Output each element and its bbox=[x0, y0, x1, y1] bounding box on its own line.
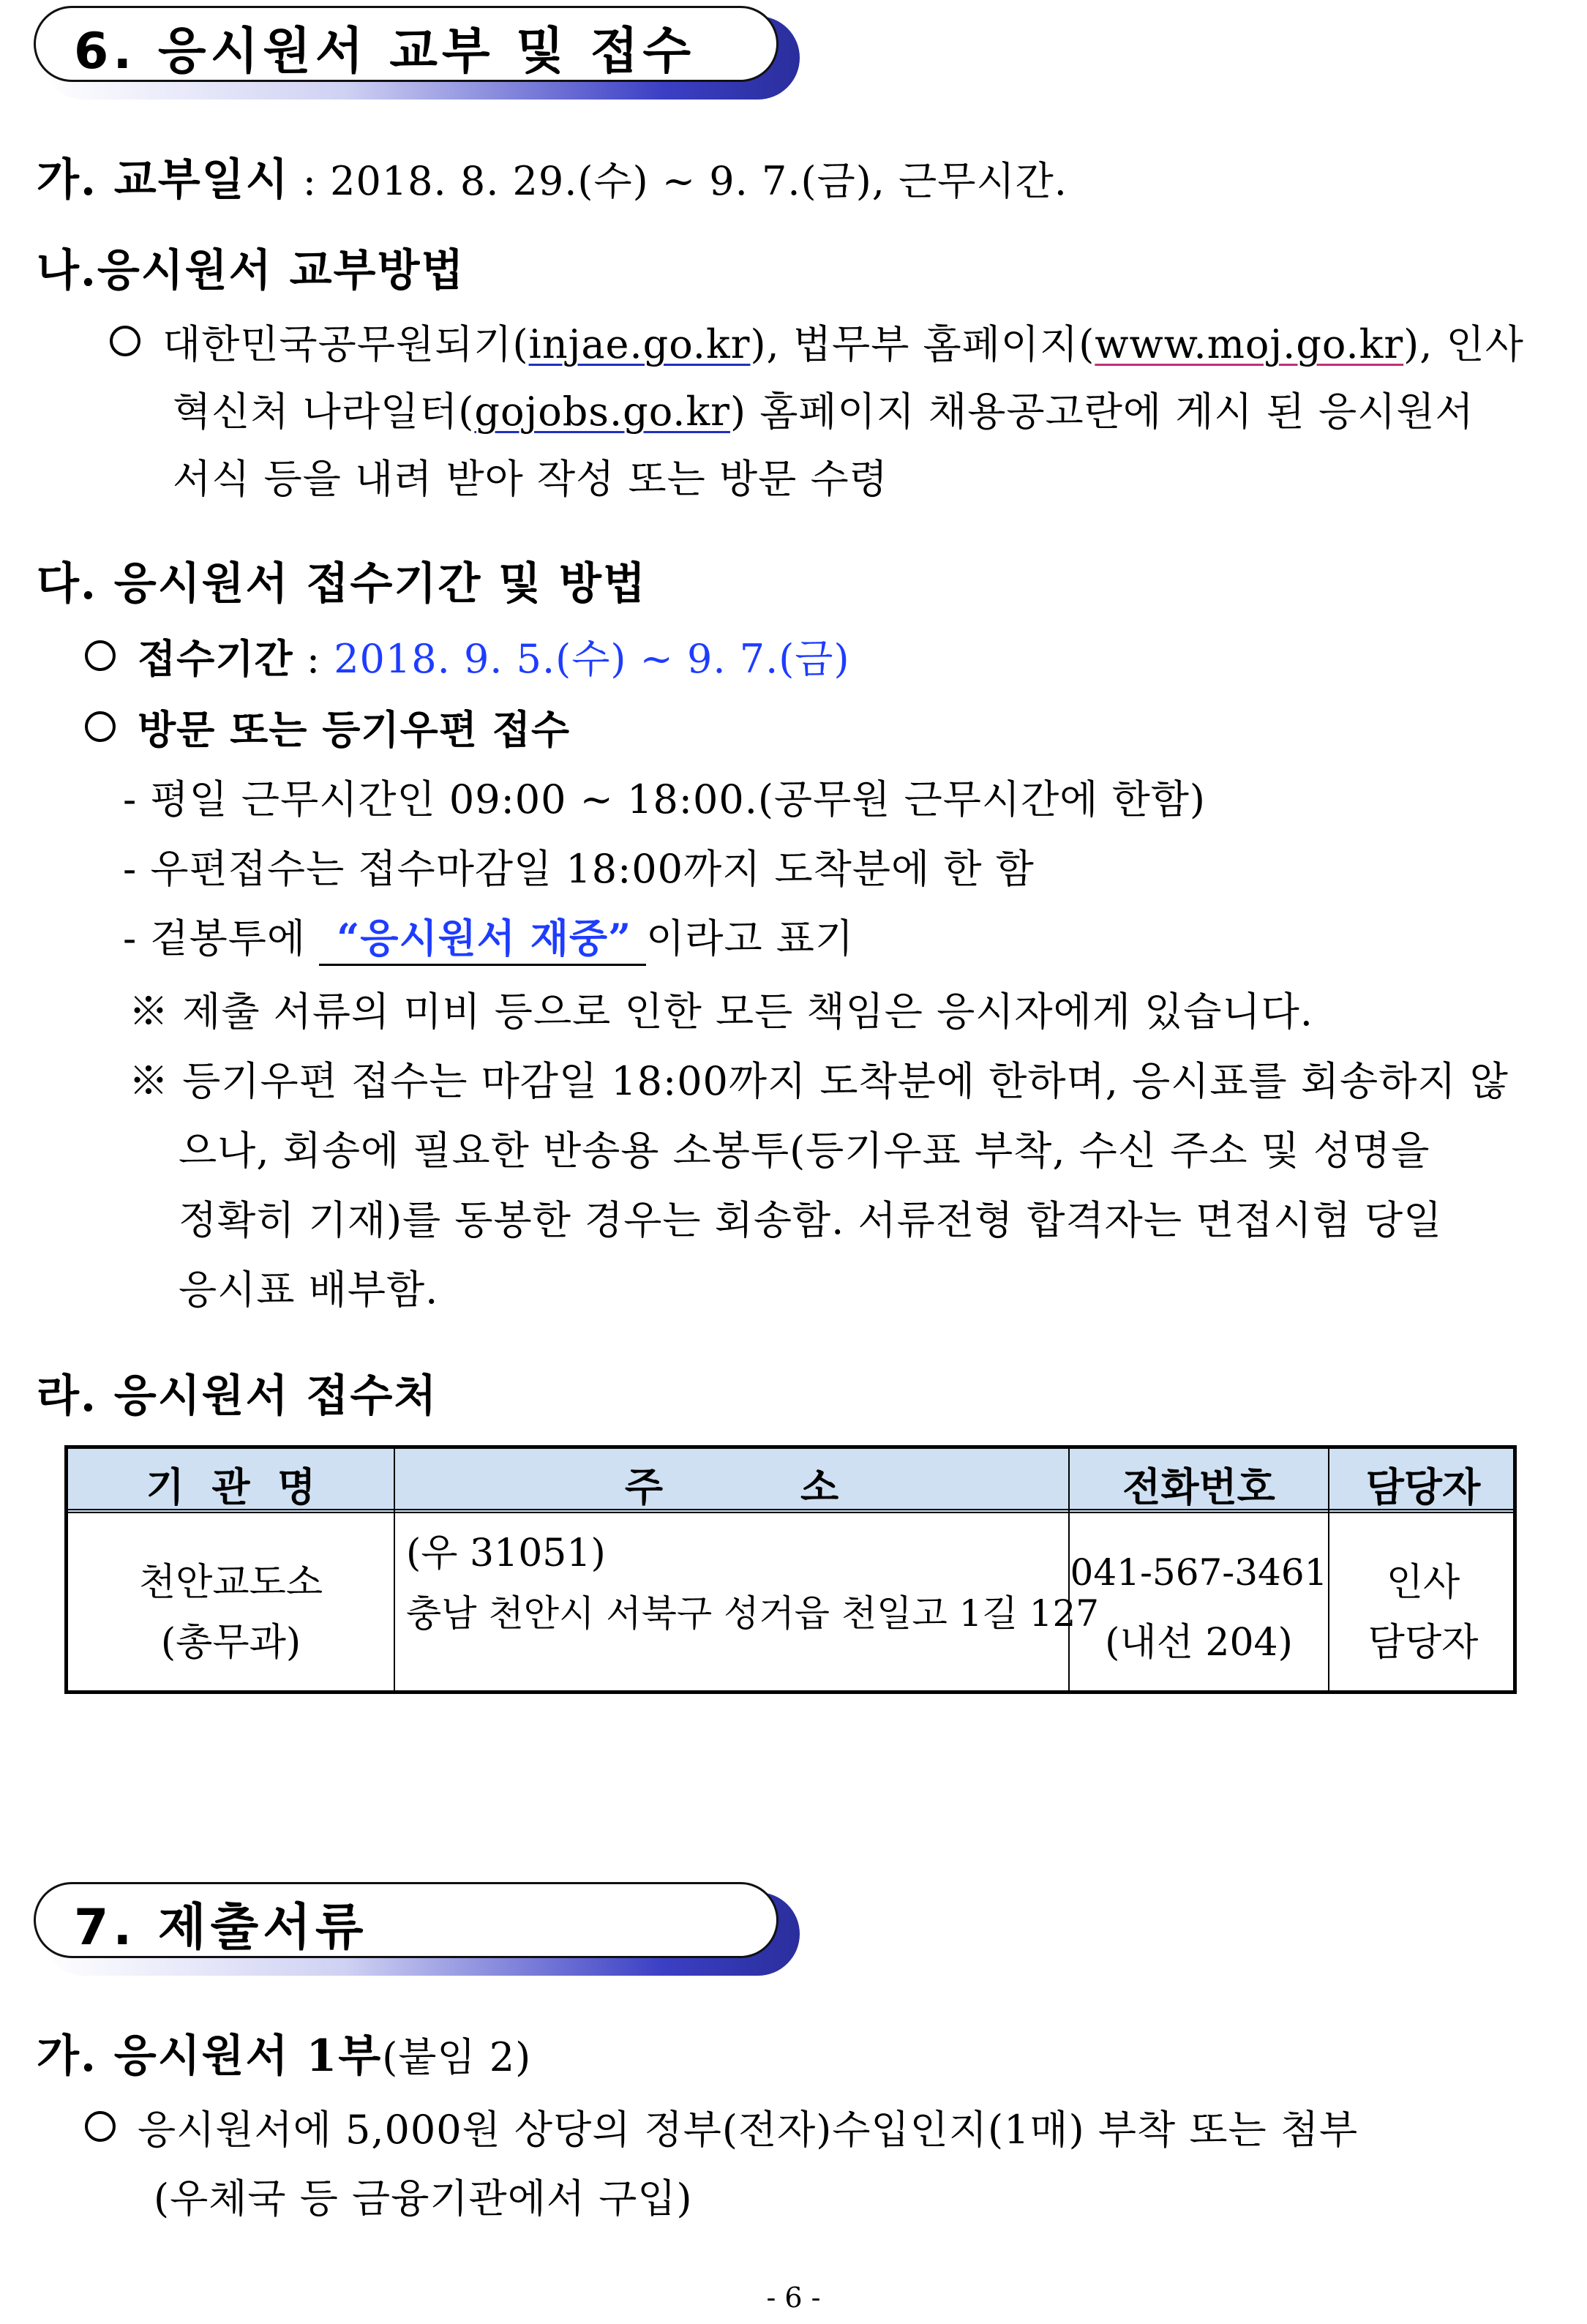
org-dept: (총무과) bbox=[160, 1621, 301, 1665]
period-sep: : bbox=[293, 636, 334, 682]
na-line-2 bbox=[173, 381, 1474, 437]
envelope-marking: “응시원서 재중” bbox=[337, 915, 632, 962]
section-7-title: 7. 제출서류 bbox=[74, 1899, 368, 1957]
injae-link[interactable]: injae.go.kr bbox=[528, 321, 751, 367]
na-line1-text-a: 대한민국공무원되기( bbox=[162, 321, 529, 367]
note-2-line-3: 정확히 기재)를 동봉한 경우는 회송함. 서류전형 합격자는 면접시험 당일 bbox=[179, 1197, 1443, 1243]
da-dash-1: - 평일 근무시간인 09:00 ~ 18:00.(공무원 근무시간에 한함) bbox=[123, 776, 1206, 822]
moj-link[interactable]: www.moj.go.kr bbox=[1095, 321, 1404, 367]
address: 충남 천안시 서북구 성거읍 천일고 1길 127 bbox=[406, 1592, 1100, 1635]
s7-ga-suffix: (붙임 2) bbox=[382, 2034, 532, 2080]
period-label: 접수기간 bbox=[138, 635, 293, 682]
note-1: ※ 제출 서류의 미비 등으로 인한 모든 책임은 응시자에게 있습니다. bbox=[129, 989, 1313, 1035]
note-2-line-1: ※ 등기우편 접수는 마감일 18:00까지 도착분에 한하며, 응시표를 회송하지 않 bbox=[129, 1058, 1509, 1104]
gojobs-link[interactable]: gojobs.go.kr bbox=[474, 389, 730, 435]
circle-bullet-icon bbox=[85, 2111, 116, 2142]
na-label: 나.응시원서 교부방법 bbox=[37, 245, 465, 296]
da-period bbox=[85, 628, 850, 684]
submission-table bbox=[64, 1445, 1517, 1694]
note-2-line-4: 응시표 배부함. bbox=[179, 1267, 439, 1313]
period-value: 2018. 9. 5.(수) ~ 9. 7.(금) bbox=[334, 636, 850, 682]
s7-ga bbox=[37, 2021, 531, 2084]
header-person: 담당자 bbox=[1365, 1463, 1481, 1510]
circle-bullet-icon bbox=[85, 711, 116, 742]
da-method bbox=[85, 699, 570, 755]
na-line1-text-c: ), 인사 bbox=[1403, 321, 1524, 367]
s7-item-text-1: 응시원서에 5,000원 상당의 정부(전자)수입인지(1매) 부착 또는 첨부 bbox=[138, 2107, 1359, 2153]
ga-label: 가. 교부일시 bbox=[37, 154, 290, 206]
phone-extension: (내선 204) bbox=[1105, 1621, 1293, 1665]
na-line-3: 서식 등을 내려 받아 작성 또는 방문 수령 bbox=[173, 456, 888, 502]
s7-item-line-2: (우체국 등 금융기관에서 구입) bbox=[154, 2175, 693, 2222]
na-line-1 bbox=[110, 313, 1524, 370]
postal-code: (우 31051) bbox=[406, 1532, 606, 1575]
circle-bullet-icon bbox=[85, 640, 116, 671]
method-label: 방문 또는 등기우편 접수 bbox=[138, 706, 571, 753]
note-2-line-2: 으나, 회송에 필요한 반송용 소봉투(등기우표 부착, 수신 주소 및 성명을 bbox=[179, 1128, 1430, 1174]
da-dash-3 bbox=[123, 907, 854, 966]
person-l2: 담당자 bbox=[1367, 1621, 1479, 1665]
header-org: 기 관 명 bbox=[146, 1463, 316, 1510]
na-line2-text-b: ) 홈페이지 채용공고란에 게시 된 응시원서 bbox=[730, 389, 1474, 435]
da-label: 다. 응시원서 접수기간 및 방법 bbox=[37, 558, 647, 610]
header-phone: 전화번호 bbox=[1122, 1463, 1275, 1510]
circle-bullet-icon bbox=[110, 326, 140, 356]
da-dash-2: - 우편접수는 접수마감일 18:00까지 도착분에 한 함 bbox=[123, 846, 1035, 892]
ga-issue-date bbox=[37, 145, 1068, 208]
dash3-text-a: - 겉봉투에 bbox=[123, 915, 320, 962]
person-l1: 인사 bbox=[1386, 1561, 1460, 1605]
dash3-text-b: 이라고 표기 bbox=[646, 915, 855, 962]
org-name: 천안교도소 bbox=[138, 1561, 323, 1605]
section-6-header bbox=[34, 6, 795, 94]
s7-item-line-1 bbox=[85, 2099, 1358, 2155]
na-line2-text-a: 혁신처 나라일터( bbox=[173, 389, 475, 435]
page-number: - 6 - bbox=[766, 2282, 821, 2314]
section-7-header bbox=[34, 1882, 795, 1970]
na-line1-text-b: ), 법무부 홈페이지( bbox=[750, 321, 1095, 367]
header-address: 주 소 bbox=[624, 1463, 839, 1510]
s7-ga-label: 가. 응시원서 1부 bbox=[37, 2031, 383, 2082]
section-6-title: 6. 응시원서 교부 및 접수 bbox=[74, 23, 696, 80]
phone-number: 041-567-3461 bbox=[1070, 1551, 1328, 1594]
ga-value: : 2018. 8. 29.(수) ~ 9. 7.(금), 근무시간. bbox=[289, 158, 1068, 204]
ra-label: 라. 응시원서 접수처 bbox=[37, 1371, 438, 1422]
